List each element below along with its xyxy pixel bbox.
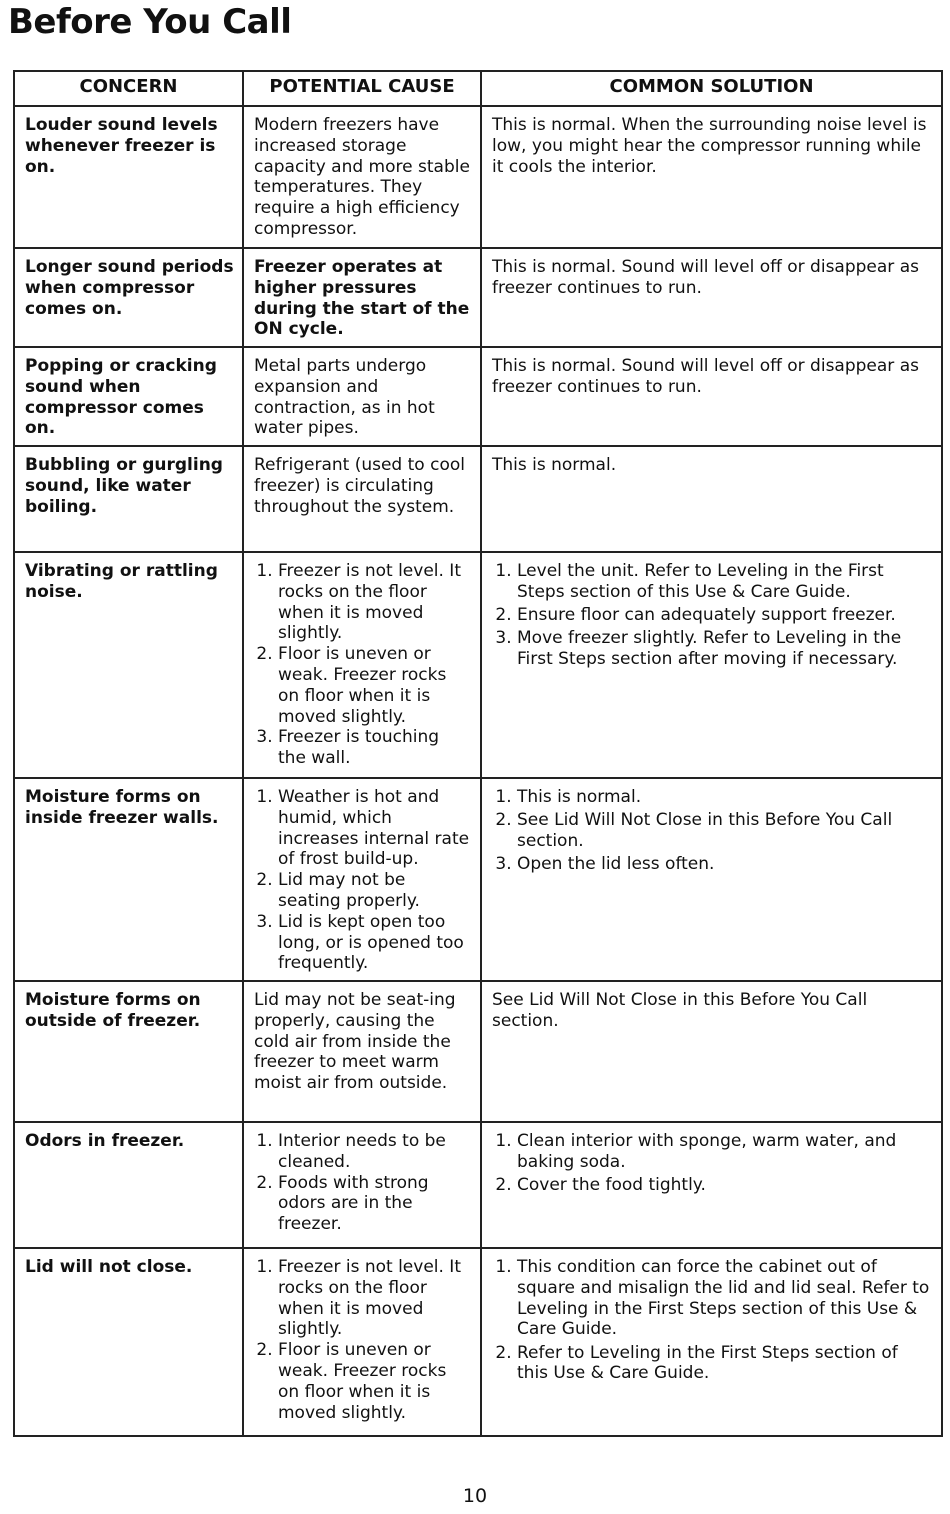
cause-cell (243, 552, 481, 778)
cause-cell: Lid may not be seat-ing properly, causing the cold air from inside the freezer to meet warm moist air from outside. (243, 981, 481, 1122)
cause-list-item: 3. Lid is kept open too long, or is opened too frequently. (278, 912, 472, 974)
solution-cell (481, 1122, 942, 1248)
page-number: 10 (462, 1485, 488, 1507)
solution-cell (481, 1248, 942, 1436)
table-row (14, 1122, 942, 1248)
cause-list (254, 1257, 472, 1423)
solution-list (492, 787, 933, 875)
solution-cell: This is normal. Sound will level off or disappear as freezer continues to run. (481, 248, 942, 347)
concern-cell: Bubbling or gurgling sound, like water boiling. (14, 446, 243, 552)
table-row (14, 446, 942, 552)
cause-list-item: 1. Interior needs to be cleaned. (278, 1131, 472, 1173)
column-header-potential-cause: POTENTIAL CAUSE (243, 71, 481, 106)
cause-cell: Metal parts undergo expansion and contraction, as in hot water pipes. (243, 347, 481, 446)
solution-list-item: 2. Ensure floor can adequately support freezer. (517, 605, 933, 626)
solution-list-item: 1. This is normal. (517, 787, 933, 808)
solution-list-item: 1. Level the unit. Refer to Leveling in the First Steps section of this Use & Care Guide. (517, 561, 933, 603)
concern-cell: Moisture forms on outside of freezer. (14, 981, 243, 1122)
cause-cell: Freezer operates at higher pressures during the start of the ON cycle. (243, 248, 481, 347)
concern-cell: Lid will not close. (14, 1248, 243, 1436)
table-row (14, 981, 942, 1122)
cause-cell (243, 778, 481, 981)
concern-cell: Moisture forms on inside freezer walls. (14, 778, 243, 981)
solution-list-item: 3. Open the lid less often. (517, 854, 933, 875)
solution-list-item: 2. See Lid Will Not Close in this Before You Call section. (517, 810, 933, 852)
cause-list (254, 787, 472, 974)
solution-cell: This is normal. When the surrounding noise level is low, you might hear the compressor running while it cools the interior. (481, 106, 942, 248)
column-header-concern: CONCERN (14, 71, 243, 106)
solution-list-item: 1. Clean interior with sponge, warm water, and baking soda. (517, 1131, 933, 1173)
table-row (14, 1248, 942, 1436)
table-row (14, 552, 942, 778)
solution-list (492, 1131, 933, 1196)
solution-list (492, 561, 933, 670)
solution-list-item: 2. Cover the food tightly. (517, 1175, 933, 1196)
cause-list-item: 2. Floor is uneven or weak. Freezer rocks on floor when it is moved slightly. (278, 644, 472, 727)
cause-list-item: 1. Freezer is not level. It rocks on the floor when it is moved slightly. (278, 1257, 472, 1340)
cause-list (254, 561, 472, 769)
concern-cell: Louder sound levels whenever freezer is on. (14, 106, 243, 248)
column-header-common-solution: COMMON SOLUTION (481, 71, 942, 106)
solution-cell (481, 778, 942, 981)
solution-cell: See Lid Will Not Close in this Before You Call section. (481, 981, 942, 1122)
solution-cell: This is normal. Sound will level off or disappear as freezer continues to run. (481, 347, 942, 446)
solution-list-item: 3. Move freezer slightly. Refer to Leveling in the First Steps section after moving if necessary. (517, 628, 933, 670)
cause-list (254, 1131, 472, 1235)
cause-list-item: 2. Foods with strong odors are in the freezer. (278, 1173, 472, 1235)
solution-list-item: 1. This condition can force the cabinet out of square and misalign the lid and lid seal. Refer to Leveling in the First Steps section of this Use & Care Guide. (517, 1257, 933, 1340)
concern-cell: Longer sound periods when compressor comes on. (14, 248, 243, 347)
cause-list-item: 1. Weather is hot and humid, which increases internal rate of frost build-up. (278, 787, 472, 870)
solution-cell: This is normal. (481, 446, 942, 552)
page-title: Before You Call (8, 2, 292, 42)
table-row (14, 106, 942, 248)
cause-list-item: 2. Floor is uneven or weak. Freezer rocks on floor when it is moved slightly. (278, 1340, 472, 1423)
table-header-row (14, 71, 942, 106)
cause-list-item: 2. Lid may not be seating properly. (278, 870, 472, 912)
solution-list-item: 2. Refer to Leveling in the First Steps section of this Use & Care Guide. (517, 1343, 933, 1385)
table-row (14, 347, 942, 446)
solution-cell (481, 552, 942, 778)
concern-cell: Popping or cracking sound when compressor comes on. (14, 347, 243, 446)
table-row (14, 248, 942, 347)
cause-list-item: 1. Freezer is not level. It rocks on the floor when it is moved slightly. (278, 561, 472, 644)
concern-cell: Vibrating or rattling noise. (14, 552, 243, 778)
cause-cell (243, 1122, 481, 1248)
concern-cell: Odors in freezer. (14, 1122, 243, 1248)
solution-list (492, 1257, 933, 1384)
cause-cell: Modern freezers have increased storage capacity and more stable temperatures. They require a high efficiency compressor. (243, 106, 481, 248)
cause-cell: Refrigerant (used to cool freezer) is circulating throughout the system. (243, 446, 481, 552)
cause-list-item: 3. Freezer is touching the wall. (278, 727, 472, 769)
cause-cell (243, 1248, 481, 1436)
table-row (14, 778, 942, 981)
troubleshooting-table (13, 70, 943, 1437)
